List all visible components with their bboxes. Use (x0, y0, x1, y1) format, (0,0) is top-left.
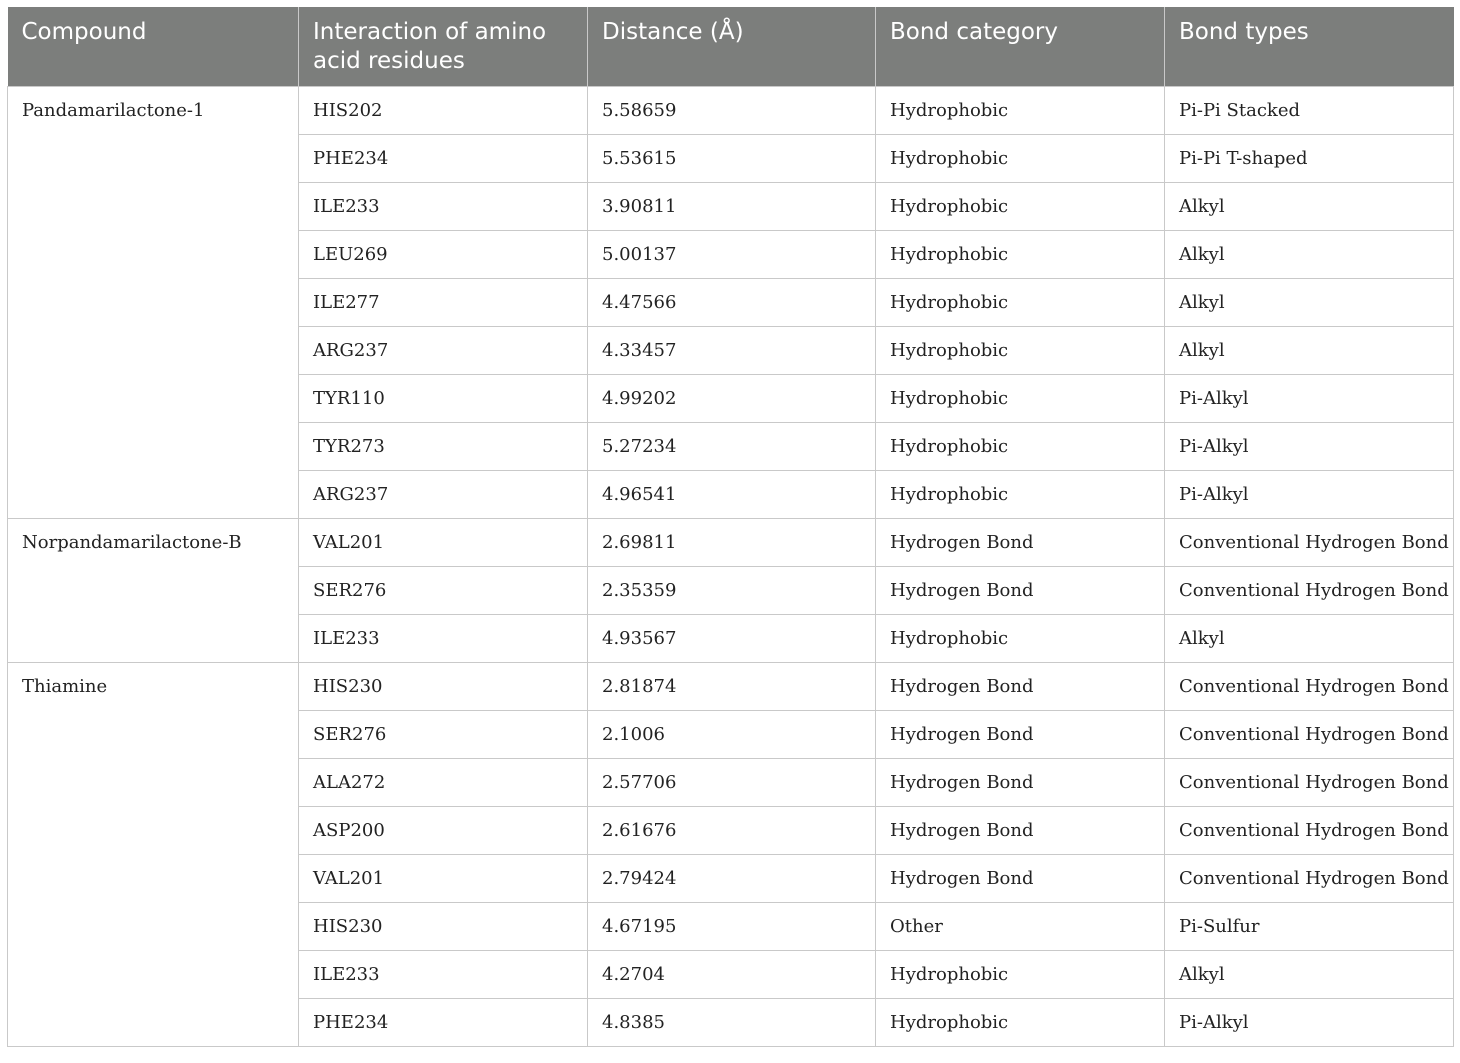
bond-type-cell: Alkyl (1165, 231, 1454, 279)
residue-cell: PHE234 (299, 999, 588, 1047)
residue-cell: ARG237 (299, 327, 588, 375)
distance-cell: 4.47566 (588, 279, 876, 327)
header-compound: Compound (8, 7, 299, 87)
residue-cell: ALA272 (299, 759, 588, 807)
bond-category-cell: Hydrophobic (876, 327, 1165, 375)
bond-type-cell: Alkyl (1165, 327, 1454, 375)
bond-type-cell: Alkyl (1165, 183, 1454, 231)
residue-cell: ILE233 (299, 183, 588, 231)
residue-cell: ILE233 (299, 615, 588, 663)
bond-category-cell: Hydrogen Bond (876, 759, 1165, 807)
compound-cell: Pandamarilactone-1 (8, 87, 299, 519)
header-distance: Distance (Å) (588, 7, 876, 87)
distance-cell: 4.96541 (588, 471, 876, 519)
table-header (8, 7, 1454, 87)
header-bond-category: Bond category (876, 7, 1165, 87)
distance-cell: 2.81874 (588, 663, 876, 711)
bond-category-cell: Hydrophobic (876, 87, 1165, 135)
interaction-table (7, 7, 1454, 1047)
bond-type-cell: Pi-Sulfur (1165, 903, 1454, 951)
bond-type-cell: Conventional Hydrogen Bond (1165, 519, 1454, 567)
residue-cell: TYR110 (299, 375, 588, 423)
residue-cell: HIS230 (299, 663, 588, 711)
bond-category-cell: Hydrophobic (876, 951, 1165, 999)
bond-type-cell: Conventional Hydrogen Bond (1165, 711, 1454, 759)
distance-cell: 5.27234 (588, 423, 876, 471)
bond-type-cell: Conventional Hydrogen Bond (1165, 567, 1454, 615)
distance-cell: 5.00137 (588, 231, 876, 279)
distance-cell: 4.99202 (588, 375, 876, 423)
residue-cell: SER276 (299, 567, 588, 615)
bond-category-cell: Hydrophobic (876, 471, 1165, 519)
bond-category-cell: Hydrogen Bond (876, 567, 1165, 615)
table-row (8, 663, 1454, 711)
residue-cell: ILE233 (299, 951, 588, 999)
bond-category-cell: Hydrophobic (876, 279, 1165, 327)
distance-cell: 5.53615 (588, 135, 876, 183)
distance-cell: 4.33457 (588, 327, 876, 375)
residue-cell: HIS230 (299, 903, 588, 951)
bond-category-cell: Hydrogen Bond (876, 519, 1165, 567)
residue-cell: HIS202 (299, 87, 588, 135)
header-bond-types: Bond types (1165, 7, 1454, 87)
bond-type-cell: Pi-Alkyl (1165, 471, 1454, 519)
distance-cell: 3.90811 (588, 183, 876, 231)
table-row (8, 87, 1454, 135)
distance-cell: 2.61676 (588, 807, 876, 855)
bond-type-cell: Alkyl (1165, 951, 1454, 999)
residue-cell: SER276 (299, 711, 588, 759)
bond-category-cell: Hydrophobic (876, 135, 1165, 183)
bond-type-cell: Pi-Pi Stacked (1165, 87, 1454, 135)
compound-cell: Thiamine (8, 663, 299, 1047)
residue-cell: ILE277 (299, 279, 588, 327)
distance-cell: 2.79424 (588, 855, 876, 903)
distance-cell: 5.58659 (588, 87, 876, 135)
residue-cell: LEU269 (299, 231, 588, 279)
distance-cell: 2.69811 (588, 519, 876, 567)
bond-type-cell: Pi-Pi T-shaped (1165, 135, 1454, 183)
compound-cell: Norpandamarilactone-B (8, 519, 299, 663)
bond-category-cell: Other (876, 903, 1165, 951)
bond-category-cell: Hydrophobic (876, 999, 1165, 1047)
bond-type-cell: Pi-Alkyl (1165, 375, 1454, 423)
distance-cell: 4.67195 (588, 903, 876, 951)
bond-category-cell: Hydrogen Bond (876, 807, 1165, 855)
distance-cell: 4.8385 (588, 999, 876, 1047)
bond-category-cell: Hydrophobic (876, 423, 1165, 471)
residue-cell: ARG237 (299, 471, 588, 519)
bond-category-cell: Hydrophobic (876, 615, 1165, 663)
distance-cell: 4.2704 (588, 951, 876, 999)
residue-cell: VAL201 (299, 855, 588, 903)
distance-cell: 2.35359 (588, 567, 876, 615)
distance-cell: 4.93567 (588, 615, 876, 663)
bond-category-cell: Hydrophobic (876, 231, 1165, 279)
bond-category-cell: Hydrophobic (876, 183, 1165, 231)
bond-type-cell: Pi-Alkyl (1165, 423, 1454, 471)
bond-type-cell: Conventional Hydrogen Bond (1165, 759, 1454, 807)
bond-category-cell: Hydrogen Bond (876, 663, 1165, 711)
bond-type-cell: Alkyl (1165, 615, 1454, 663)
header-interaction: Interaction of amino acid residues (299, 7, 588, 87)
bond-type-cell: Conventional Hydrogen Bond (1165, 663, 1454, 711)
bond-type-cell: Conventional Hydrogen Bond (1165, 807, 1454, 855)
distance-cell: 2.1006 (588, 711, 876, 759)
residue-cell: PHE234 (299, 135, 588, 183)
residue-cell: VAL201 (299, 519, 588, 567)
bond-type-cell: Alkyl (1165, 279, 1454, 327)
bond-category-cell: Hydrogen Bond (876, 855, 1165, 903)
bond-category-cell: Hydrophobic (876, 375, 1165, 423)
bond-type-cell: Pi-Alkyl (1165, 999, 1454, 1047)
residue-cell: ASP200 (299, 807, 588, 855)
bond-type-cell: Conventional Hydrogen Bond (1165, 855, 1454, 903)
bond-category-cell: Hydrogen Bond (876, 711, 1165, 759)
table-body (8, 87, 1454, 1047)
header-row (8, 7, 1454, 87)
residue-cell: TYR273 (299, 423, 588, 471)
table-row (8, 519, 1454, 567)
distance-cell: 2.57706 (588, 759, 876, 807)
